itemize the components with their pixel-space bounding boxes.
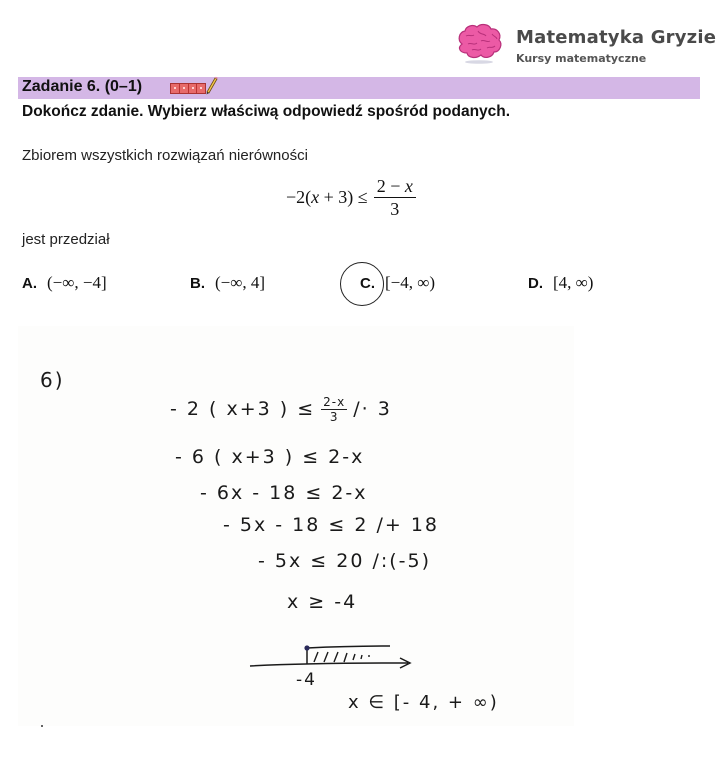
number-line-point-label: -4 bbox=[296, 670, 317, 690]
option-letter: C. bbox=[360, 275, 375, 292]
stray-mark bbox=[41, 725, 43, 727]
option-value: (−∞, 4] bbox=[215, 273, 266, 292]
brain-logo-icon bbox=[454, 22, 504, 64]
solution-step-5: - 5x ≤ 20 /:(-5) bbox=[258, 550, 432, 572]
formula-lhs: −2(x + 3) ≤ bbox=[286, 187, 368, 207]
option-c[interactable] bbox=[360, 273, 435, 293]
solution-answer: x ∈ [- 4, + ∞) bbox=[348, 692, 499, 713]
task-outro-text: jest przedział bbox=[22, 231, 110, 248]
fraction-numerator: 2 − x bbox=[374, 175, 416, 198]
formula-fraction bbox=[374, 175, 416, 220]
handwritten-fraction: $\frac{2-x}{3}$ bbox=[323, 395, 346, 424]
solution-step-1: - 2 ( x+3 ) ≤ $\frac{2-x}{3}$ /· 3 bbox=[170, 395, 392, 424]
pencil-icon bbox=[204, 75, 218, 95]
option-letter: B. bbox=[190, 275, 205, 292]
option-letter: A. bbox=[22, 275, 37, 292]
score-boxes-icon bbox=[170, 83, 206, 94]
task-intro-text: Zbiorem wszystkich rozwiązań nierówności bbox=[22, 147, 308, 164]
task-instruction: Dokończ zdanie. Wybierz właściwą odpowiedź spośród podanych. bbox=[22, 103, 511, 120]
option-letter: D. bbox=[528, 275, 543, 292]
solution-step-2: - 6 ( x+3 ) ≤ 2-x bbox=[175, 446, 365, 468]
inequality-formula bbox=[286, 175, 416, 220]
task-title: Zadanie 6. (0–1) bbox=[22, 78, 143, 95]
option-value: [−4, ∞) bbox=[385, 273, 436, 292]
option-a[interactable] bbox=[22, 273, 107, 293]
option-d[interactable] bbox=[528, 273, 593, 293]
solution-step-6: x ≥ -4 bbox=[287, 591, 358, 613]
task-header-bar bbox=[18, 77, 700, 99]
brand-header bbox=[454, 20, 717, 70]
option-value: [4, ∞) bbox=[553, 273, 594, 292]
fraction-denominator: 3 bbox=[390, 199, 400, 219]
solution-label: 6) bbox=[40, 368, 65, 392]
option-b[interactable] bbox=[190, 273, 265, 293]
brand-tagline: Kursy matematyczne bbox=[516, 52, 647, 65]
solution-step-3: - 6x - 18 ≤ 2-x bbox=[200, 482, 368, 504]
solution-step-4: - 5x - 18 ≤ 2 /+ 18 bbox=[223, 514, 440, 536]
number-line-diagram bbox=[248, 640, 418, 680]
option-value: (−∞, −4] bbox=[47, 273, 107, 292]
brand-name: Matematyka Gryzie bbox=[516, 27, 717, 48]
